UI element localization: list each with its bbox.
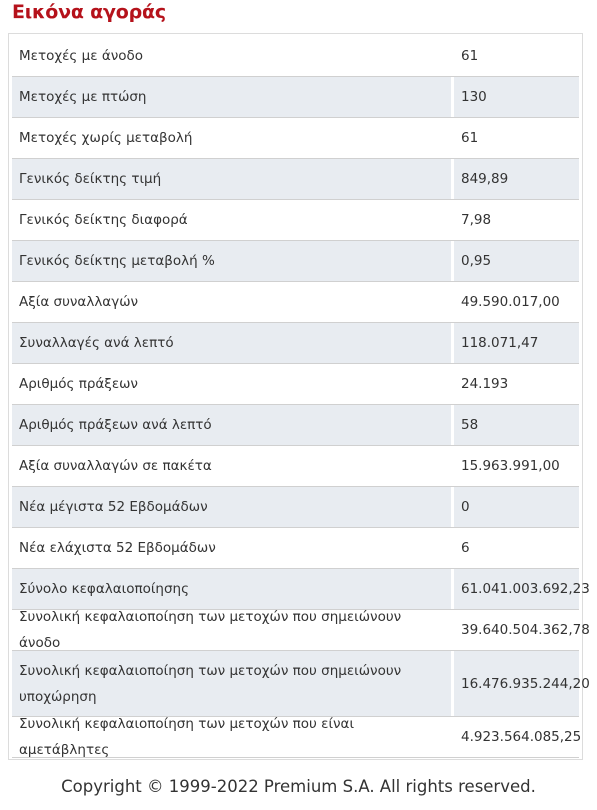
- row-value: 6: [461, 540, 470, 556]
- row-label: Σύνολο κεφαλαιοποίησης: [12, 569, 451, 609]
- row-value: 58: [454, 405, 579, 445]
- table-row: [12, 446, 579, 487]
- row-value: 61: [461, 130, 479, 146]
- copyright-footer: Copyright © 1999-2022 Premium S.A. All rights reserved.: [61, 777, 536, 796]
- table-row: [12, 36, 579, 77]
- table-row: [12, 200, 579, 241]
- table-row: [12, 528, 579, 569]
- row-value: 130: [454, 77, 579, 117]
- row-label: Νέα μέγιστα 52 Εβδομάδων: [12, 487, 451, 527]
- row-label: Αριθμός πράξεων: [19, 376, 138, 392]
- row-label: Συνολική κεφαλαιοποίηση των μετοχών που σημειώνουν άνοδο: [19, 609, 402, 651]
- row-label: Συναλλαγές ανά λεπτό: [12, 323, 451, 363]
- row-value: 849,89: [454, 159, 579, 199]
- row-label: Γενικός δείκτης διαφορά: [19, 212, 188, 228]
- row-label: Αριθμός πράξεων ανά λεπτό: [12, 405, 451, 445]
- row-label: Μετοχές χωρίς μεταβολή: [19, 130, 193, 146]
- table-row: [12, 405, 579, 446]
- row-value: 61.041.003.692,23: [454, 569, 579, 609]
- table-row: [12, 77, 579, 118]
- table-row: [12, 241, 579, 282]
- row-label: Μετοχές με πτώση: [12, 77, 451, 117]
- table-row: [12, 716, 582, 758]
- row-value: 0,95: [454, 241, 579, 281]
- market-overview-table: [8, 33, 590, 760]
- row-label: Γενικός δείκτης τιμή: [12, 159, 451, 199]
- table-row: [12, 323, 579, 364]
- row-value: 49.590.017,00: [461, 294, 560, 310]
- row-label: Συνολική κεφαλαιοποίηση των μετοχών που σημειώνουν υποχώρηση: [12, 651, 451, 716]
- row-value: 118.071,47: [454, 323, 579, 363]
- row-label: Αξία συναλλαγών: [19, 294, 139, 310]
- table-row: [12, 609, 590, 651]
- row-value: 61: [461, 48, 479, 64]
- row-label: Συνολική κεφαλαιοποίηση των μετοχών που είναι αμετάβλητες: [19, 716, 355, 758]
- row-label: Γενικός δείκτης μεταβολή %: [12, 241, 451, 281]
- row-label: Νέα ελάχιστα 52 Εβδομάδων: [19, 540, 216, 556]
- row-label: Μετοχές με άνοδο: [19, 48, 144, 64]
- row-value: 24.193: [461, 376, 509, 392]
- row-label: Αξία συναλλαγών σε πακέτα: [19, 458, 212, 474]
- table-row: [12, 651, 590, 717]
- row-value: 0: [454, 487, 579, 527]
- table-row: [12, 282, 579, 323]
- row-value: 15.963.991,00: [461, 458, 560, 474]
- table-row: [12, 487, 579, 528]
- row-value: 7,98: [461, 212, 492, 228]
- table-row: [12, 364, 579, 405]
- table-row: [12, 118, 579, 159]
- row-value: 39.640.504.362,78: [461, 622, 590, 638]
- row-value: 4.923.564.085,25: [461, 729, 582, 745]
- page-title: Εικόνα αγοράς: [12, 1, 166, 23]
- row-value: 16.476.935.244,20: [454, 651, 579, 716]
- table-row: [12, 159, 579, 200]
